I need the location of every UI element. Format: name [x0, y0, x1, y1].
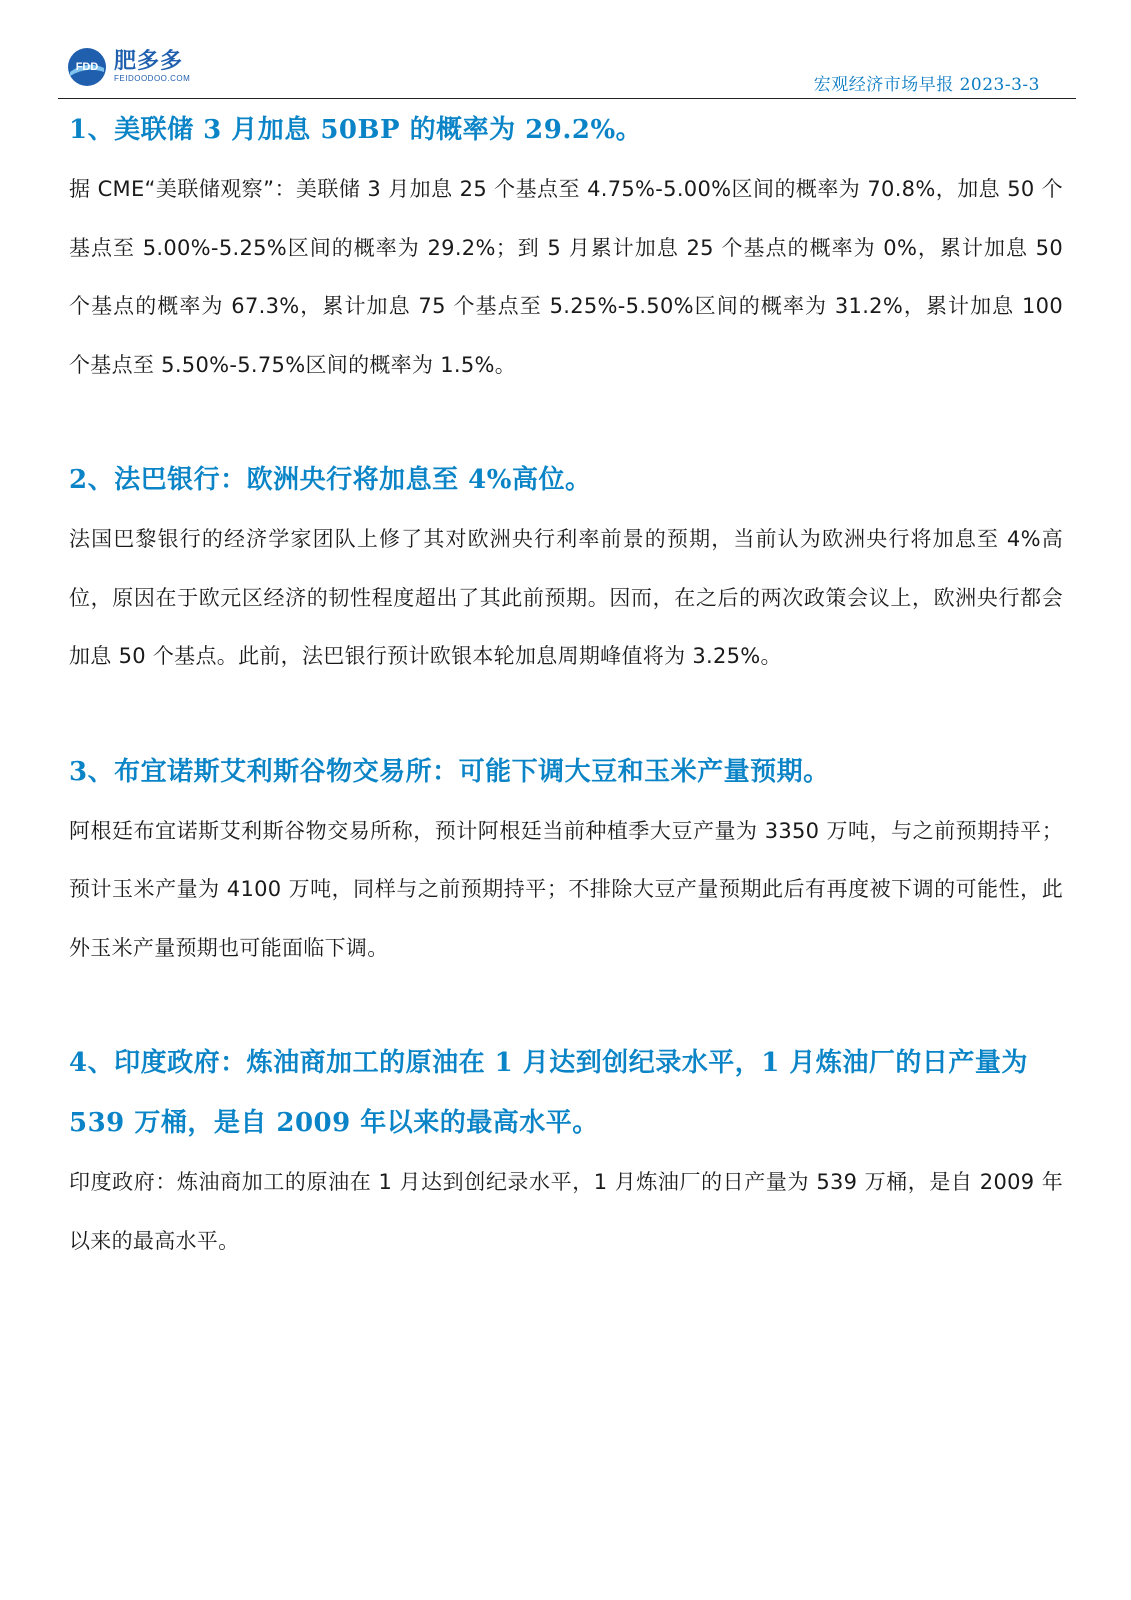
- news-section-1: [69, 100, 1063, 394]
- news-section-4: [69, 1033, 1063, 1270]
- news-section-2: [69, 450, 1063, 686]
- section-body: 据 CME“美联储观察”：美联储 3 月加息 25 个基点至 4.75%-5.00%区间的概率为 70.8%，加息 50 个基点至 5.00%-5.25%区间的概率为 29.2%；到 5 月累计加息 25 个基点的概率为 0%，累计加息 50 个基点的概率为 67.3%，累计加息 75 个基点至 5.25%-5.50%区间的概率为 31.2%，累计加息 100 个基点至 5.50%-5.75%区间的概率为 1.5%。: [69, 177, 1063, 377]
- report-content: [69, 100, 1063, 1270]
- report-title: 宏观经济市场早报 2023-3-3: [813, 75, 1040, 95]
- page-header: [58, 40, 1076, 99]
- logo-text-block: [114, 50, 190, 84]
- section-title: 1、美联储 3 月加息 50BP 的概率为 29.2%。: [69, 115, 643, 145]
- section-body: 印度政府：炼油商加工的原油在 1 月达到创纪录水平，1 月炼油厂的日产量为 539 万桶，是自 2009 年以来的最高水平。: [69, 1170, 1063, 1253]
- section-body: 阿根廷布宜诺斯艾利斯谷物交易所称，预计阿根廷当前种植季大豆产量为 3350 万吨，与之前预期持平；预计玉米产量为 4100 万吨，同样与之前预期持平；不排除大豆产量预期此后有再度被下调的可能性，此外玉米产量预期也可能面临下调。: [69, 818, 1063, 960]
- brand-logo: [66, 42, 190, 92]
- logo-url: FEIDOODOO.COM: [114, 74, 191, 83]
- section-title: 2、法巴银行：欧洲央行将加息至 4%高位。: [69, 465, 592, 495]
- fdd-logo-icon: [66, 46, 108, 88]
- news-section-3: [69, 742, 1063, 978]
- section-title: 4、印度政府：炼油商加工的原油在 1 月达到创纪录水平，1 月炼油厂的日产量为 539 万桶，是自 2009 年以来的最高水平。: [69, 1048, 1028, 1138]
- logo-mark-text: FDD: [75, 61, 99, 73]
- logo-name: 肥多多: [114, 49, 184, 74]
- section-body: 法国巴黎银行的经济学家团队上修了其对欧洲央行利率前景的预期，当前认为欧洲央行将加息至 4%高位，原因在于欧元区经济的韧性程度超出了其此前预期。因而，在之后的两次政策会议上，欧洲央行都会加息 50 个基点。此前，法巴银行预计欧银本轮加息周期峰值将为 3.25%。: [69, 527, 1063, 668]
- section-title: 3、布宜诺斯艾利斯谷物交易所：可能下调大豆和玉米产量预期。: [69, 756, 830, 787]
